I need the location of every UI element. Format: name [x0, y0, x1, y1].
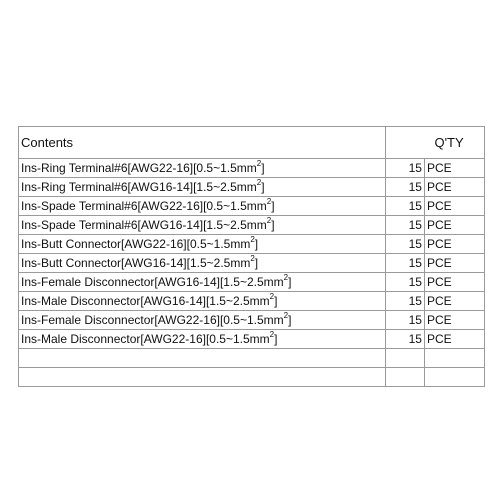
unit-exponent: 2	[266, 197, 272, 206]
item-description-cell	[19, 254, 386, 273]
quantity-cell: 15	[386, 273, 425, 292]
unit-cell: PCE	[424, 292, 484, 311]
item-description: Ins-Male Disconnector[AWG16-14][1.5~2.5mm	[21, 294, 270, 308]
item-description-cell	[19, 330, 386, 349]
unit-cell	[424, 349, 484, 368]
table-row	[19, 159, 485, 178]
unit-cell	[424, 368, 484, 387]
unit-cell: PCE	[424, 311, 484, 330]
unit-cell: PCE	[424, 178, 484, 197]
table-row	[19, 349, 485, 368]
table-row	[19, 292, 485, 311]
quantity-cell: 15	[386, 254, 425, 273]
table-row	[19, 273, 485, 292]
table-row	[19, 216, 485, 235]
quantity-cell: 15	[386, 235, 425, 254]
item-description: Ins-Butt Connector[AWG22-16][0.5~1.5mm	[21, 237, 251, 251]
quantity-cell: 15	[386, 330, 425, 349]
unit-exponent: 2	[283, 273, 289, 282]
item-description-end: ]	[288, 275, 292, 289]
unit-cell: PCE	[424, 197, 484, 216]
unit-exponent: 2	[256, 178, 262, 187]
qty-header: Q'TY	[434, 135, 464, 150]
contents-table-body	[19, 127, 485, 387]
item-description-cell	[19, 216, 386, 235]
contents-table	[18, 126, 485, 387]
item-description-cell	[19, 273, 386, 292]
unit-exponent: 2	[269, 292, 275, 301]
item-description-cell	[19, 311, 386, 330]
item-description: Ins-Female Disconnector[AWG16-14][1.5~2.5mm	[21, 275, 284, 289]
item-description-cell	[19, 159, 386, 178]
quantity-cell: 15	[386, 178, 425, 197]
item-description: Ins-Ring Terminal#6[AWG22-16][0.5~1.5mm	[21, 161, 257, 175]
item-description-end: ]	[271, 218, 275, 232]
unit-exponent: 2	[250, 254, 255, 263]
item-description-cell	[19, 349, 386, 368]
unit-cell: PCE	[424, 254, 484, 273]
item-description-end: ]	[261, 180, 265, 194]
item-description-end: ]	[254, 256, 259, 270]
item-description-cell	[19, 235, 386, 254]
unit-cell: PCE	[424, 235, 484, 254]
unit-exponent: 2	[283, 311, 289, 320]
quantity-cell: 15	[386, 311, 425, 330]
item-description-cell	[19, 368, 386, 387]
item-description-cell	[19, 292, 386, 311]
table-row	[19, 368, 485, 387]
item-description-end: ]	[254, 237, 259, 251]
item-description-end: ]	[274, 332, 278, 346]
unit-cell: PCE	[424, 330, 484, 349]
table-row	[19, 178, 485, 197]
item-description: Ins-Ring Terminal#6[AWG16-14][1.5~2.5mm	[21, 180, 257, 194]
qty-header-cell	[424, 127, 484, 159]
table-row	[19, 197, 485, 216]
unit-exponent: 2	[269, 330, 275, 339]
item-description-end: ]	[274, 294, 278, 308]
table-row	[19, 311, 485, 330]
quantity-cell: 15	[386, 292, 425, 311]
table-row	[19, 235, 485, 254]
item-description-end: ]	[271, 199, 275, 213]
item-description-cell	[19, 178, 386, 197]
unit-cell: PCE	[424, 159, 484, 178]
unit-cell: PCE	[424, 273, 484, 292]
unit-cell: PCE	[424, 216, 484, 235]
quantity-cell	[386, 368, 425, 387]
item-description: Ins-Spade Terminal#6[AWG16-14][1.5~2.5mm	[21, 218, 267, 232]
item-description-end: ]	[261, 161, 265, 175]
unit-exponent: 2	[256, 159, 262, 168]
item-description-cell	[19, 197, 386, 216]
table-header-row	[19, 127, 485, 159]
qty-header-left-cell	[386, 127, 425, 159]
unit-exponent: 2	[266, 216, 272, 225]
item-description: Ins-Butt Connector[AWG16-14][1.5~2.5mm	[21, 256, 251, 270]
unit-exponent: 2	[250, 235, 255, 244]
item-description-end: ]	[288, 313, 292, 327]
table-row	[19, 330, 485, 349]
item-description: Ins-Spade Terminal#6[AWG22-16][0.5~1.5mm	[21, 199, 267, 213]
item-description: Ins-Female Disconnector[AWG22-16][0.5~1.5mm	[21, 313, 284, 327]
table-row	[19, 254, 485, 273]
quantity-cell: 15	[386, 159, 425, 178]
quantity-cell: 15	[386, 216, 425, 235]
quantity-cell	[386, 349, 425, 368]
item-description: Ins-Male Disconnector[AWG22-16][0.5~1.5mm	[21, 332, 270, 346]
quantity-cell: 15	[386, 197, 425, 216]
contents-header: Contents	[19, 127, 386, 159]
